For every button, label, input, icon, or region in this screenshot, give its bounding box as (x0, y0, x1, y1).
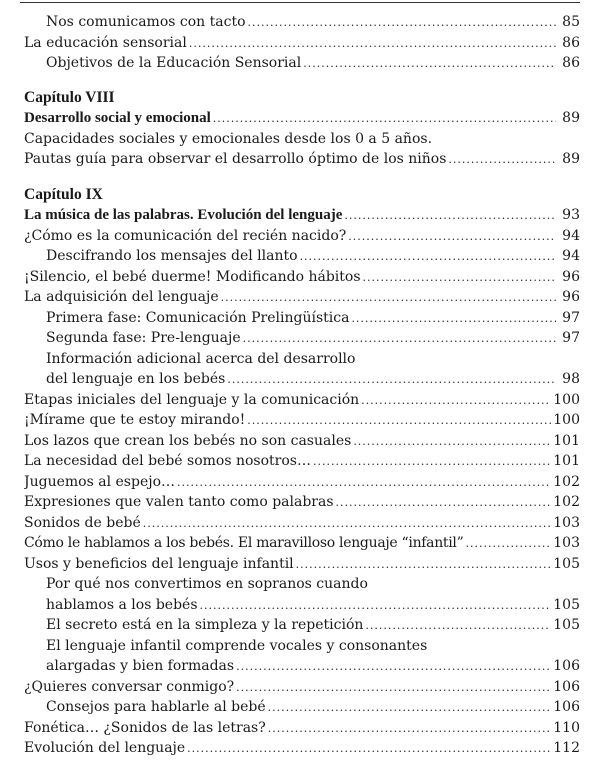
toc-entry (24, 677, 580, 698)
toc-entry (24, 554, 580, 575)
toc-entry-page: 94 (562, 248, 580, 264)
toc-entry-title: Capacidades sociales y emocionales desde los 0 a 5 años. (24, 130, 433, 147)
toc-entry-title: Nos comunicamos con tacto (46, 14, 246, 30)
toc-entry (24, 451, 580, 472)
toc-entry-page: 105 (553, 596, 580, 613)
toc-entry-title: Cómo le hablamos a los bebés. El maravilloso lenguaje “infantil” (24, 535, 464, 551)
toc-leader-dots (236, 678, 551, 698)
toc-entry (24, 349, 580, 370)
toc-entry-title: Segunda fase: Pre-lenguaje (46, 330, 241, 346)
toc-entry (24, 431, 580, 452)
toc-entry-title: La adquisición del lenguaje (24, 289, 219, 305)
toc-entry-page: 98 (562, 371, 580, 387)
toc-entry-page: 94 (562, 227, 580, 244)
toc-entry (24, 267, 580, 288)
toc-entry-title: Fonética… ¿Sonidos de las letras? (24, 719, 266, 736)
toc-entry-title: Juguemos al espejo… (24, 473, 175, 490)
toc-entry (24, 308, 580, 329)
toc-entry (24, 390, 580, 411)
toc-entry-title: Descifrando los mensajes del llanto (46, 248, 298, 264)
toc-entry-page: 106 (553, 699, 580, 715)
toc-entry-title: ¡Silencio, el bebé duerme! Modificando hábitos (24, 268, 361, 285)
toc-entry (24, 410, 580, 431)
top-rule (20, 2, 580, 3)
toc-entry-title: Sonidos de bebé (24, 514, 141, 531)
toc-entry-title: El lenguaje infantil comprende vocales y consonantes (46, 637, 428, 654)
toc-entry-title: ¿Quieres conversar conmigo? (24, 678, 235, 695)
toc-leader-dots (200, 596, 552, 616)
toc-leader-dots (344, 206, 556, 226)
toc-leader-dots (448, 150, 556, 170)
toc-entry-title: alargadas y bien formadas (46, 658, 235, 674)
toc-leader-dots (187, 739, 551, 759)
toc-entry (24, 369, 580, 390)
toc-leader-dots (177, 473, 551, 493)
toc-entry-title: Expresiones que valen tanto como palabras (24, 494, 334, 510)
toc-entry-page: 89 (562, 110, 580, 126)
toc-leader-dots (303, 54, 556, 74)
toc-entry-page: 93 (562, 207, 580, 223)
toc-entry-page: 86 (562, 34, 580, 51)
toc-entry (24, 718, 580, 739)
toc-entry (24, 205, 580, 226)
toc-entry-title: Desarrollo social y emocional (24, 110, 211, 126)
toc-entry-page: 106 (553, 658, 580, 674)
toc-leader-dots (336, 493, 552, 513)
toc-leader-dots (221, 288, 556, 308)
toc-entry-title: Evolución del lenguaje (24, 740, 186, 756)
toc-leader-dots (189, 34, 556, 54)
toc-entry-title: La educación sensorial (24, 34, 187, 51)
toc-entry (24, 656, 580, 677)
toc-entry (24, 226, 580, 247)
toc-entry (24, 738, 580, 759)
toc-leader-dots (268, 719, 552, 739)
toc-entry (24, 328, 580, 349)
toc-entry-page: 96 (562, 289, 580, 305)
toc-leader-dots (243, 329, 556, 349)
toc-entry (24, 574, 580, 595)
toc-entry-title: El secreto está en la simpleza y la repetición (46, 617, 364, 633)
toc-entry (24, 108, 580, 129)
toc-leader-dots (365, 616, 551, 636)
toc-entry (24, 472, 580, 493)
toc-leader-dots (300, 247, 556, 267)
toc-leader-dots (348, 227, 556, 247)
toc-entry-page: 105 (553, 617, 580, 633)
toc-entry (24, 636, 580, 657)
toc-entry-page: 103 (553, 535, 580, 551)
toc-leader-dots (248, 13, 557, 33)
toc-leader-dots (247, 411, 551, 431)
toc-entry-title: La música de las palabras. Evolución del lenguaje (24, 207, 343, 223)
toc-entry (24, 697, 580, 718)
toc-entry-title: Primera fase: Comunicación Prelingüística (46, 309, 350, 326)
toc-entry (24, 513, 580, 534)
toc-entry-page: 102 (553, 473, 580, 490)
toc-entry (24, 12, 580, 33)
toc-entry-page: 89 (562, 151, 580, 167)
table-of-contents (24, 12, 580, 759)
toc-entry-title: Consejos para hablarle al bebé (46, 699, 266, 715)
toc-entry-page: 112 (553, 740, 580, 756)
toc-leader-dots (143, 514, 552, 534)
toc-entry-page: 100 (553, 412, 580, 428)
toc-entry-title: ¿Cómo es la comunicación del recién nacido? (24, 227, 347, 244)
toc-entry (24, 492, 580, 513)
toc-entry-page: 101 (553, 432, 580, 449)
toc-leader-dots (213, 109, 556, 129)
toc-entry-page: 110 (553, 719, 580, 736)
toc-entry (24, 129, 580, 150)
toc-leader-dots (465, 534, 551, 554)
toc-entry-title: hablamos a los bebés (46, 596, 198, 613)
toc-entry-page: 97 (562, 309, 580, 326)
toc-entry-page: 102 (553, 494, 580, 510)
toc-leader-dots (363, 268, 557, 288)
toc-entry-page: 96 (562, 268, 580, 285)
toc-entry-title: ¡Mírame que te estoy mirando! (24, 412, 246, 428)
toc-entry (24, 149, 580, 170)
toc-entry (24, 595, 580, 616)
toc-entry-page: 97 (562, 330, 580, 346)
toc-entry (24, 533, 580, 554)
toc-leader-dots (296, 555, 552, 575)
toc-entry (24, 287, 580, 308)
toc-entry-page: 85 (562, 14, 580, 30)
toc-entry (24, 615, 580, 636)
toc-leader-dots (313, 452, 551, 472)
toc-entry-title: La necesidad del bebé somos nosotros… (24, 453, 311, 469)
toc-entry-title: Etapas iniciales del lenguaje y la comunicación (24, 391, 360, 408)
toc-entry-title: Pautas guía para observar el desarrollo óptimo de los niños (24, 151, 447, 167)
chapter-heading: Capítulo IX (24, 185, 103, 203)
toc-leader-dots (353, 432, 551, 452)
toc-entry-page: 103 (553, 514, 580, 531)
toc-entry-title: Información adicional acerca del desarrollo (46, 350, 356, 367)
toc-entry-page: 105 (553, 555, 580, 572)
toc-entry (24, 53, 580, 74)
toc-entry-page: 101 (553, 453, 580, 469)
toc-entry-page: 86 (562, 55, 580, 71)
toc-entry-page: 100 (553, 391, 580, 408)
toc-leader-dots (361, 391, 551, 411)
toc-leader-dots (268, 698, 552, 718)
toc-entry-title: Los lazos que crean los bebés no son casuales (24, 432, 352, 449)
toc-entry-title: del lenguaje en los bebés (46, 371, 226, 387)
chapter-heading: Capítulo VIII (24, 88, 115, 106)
toc-leader-dots (227, 370, 556, 390)
toc-entry-page: 106 (553, 678, 580, 695)
toc-entry-title: Usos y beneficios del lenguaje infantil (24, 555, 294, 572)
toc-entry-title: Objetivos de la Educación Sensorial (46, 55, 302, 71)
toc-entry-title: Por qué nos convertimos en sopranos cuando (46, 576, 368, 592)
toc-leader-dots (236, 657, 551, 677)
toc-leader-dots (351, 309, 556, 329)
toc-entry (24, 33, 580, 54)
toc-entry (24, 246, 580, 267)
